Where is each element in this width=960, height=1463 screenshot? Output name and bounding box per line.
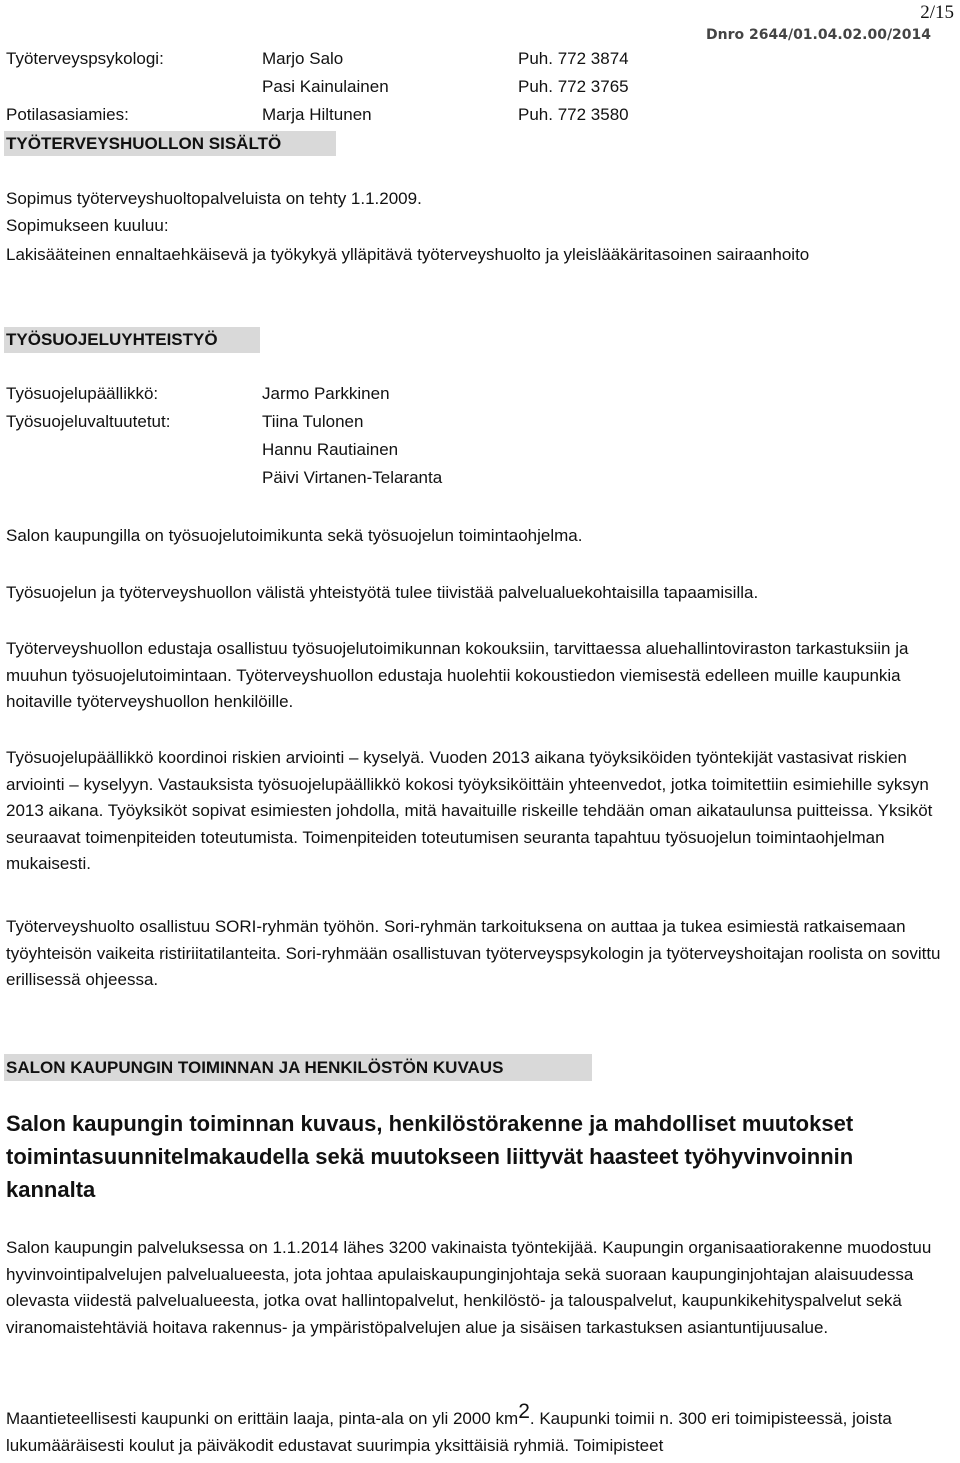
document-number: Dnro 2644/01.04.02.00/2014: [706, 27, 932, 43]
agreement-includes-label: Sopimukseen kuuluu:: [6, 216, 169, 235]
paragraph-text: Maantieteellisesti kaupunki on erittäin laaja, pinta-ala on yli 2000 km: [6, 1409, 519, 1428]
paragraph: Työsuojelun ja työterveyshuollon välistä yhteistyötä tulee tiivistää palvelualuekohtaisilla tapaamisilla.: [6, 583, 759, 602]
safety-rep-name: Päivi Virtanen-Telaranta: [262, 468, 443, 487]
psychologist-label: Työterveyspsykologi:: [6, 49, 164, 68]
paragraph: Salon kaupungin palveluksessa on 1.1.2014 lähes 3200 vakinaista työntekijää. Kaupungin organisaatiorakenne muodostuu hyvinvointipalvelujen palvelualueesta, jota johtaa apulaiskaupunginjohtaja sekä suoraan kaupunginjohtajan alaisuudessa olevasta viidestä palvelualueesta, jotka ovat hallintopalvelut, henkilöstö- ja talouspalvelut, kaupunkikehityspalvelut sekä viranomaistehtäviä hoitava rakennus- ja ympäristöpalvelujen alue ja sisäisen tarkastuksen asiantuntijuusalue.: [6, 1238, 932, 1337]
section-heading-city: SALON KAUPUNGIN TOIMINNAN JA HENKILÖSTÖN KUVAUS: [4, 1054, 592, 1081]
section-heading-content: TYÖTERVEYSHUOLLON SISÄLTÖ: [4, 131, 336, 156]
section-heading-safety: TYÖSUOJELUYHTEISTYÖ: [4, 327, 260, 353]
paragraph: Työterveyshuolto osallistuu SORI-ryhmän työhön. Sori-ryhmän tarkoituksena on auttaa ja tukea esimiestä ratkaisemaan työyhteisön vaikeita ristiriitatilanteita. Sori-ryhmään osallistuvan työterveyspsykologin ja työterveyshoitajan roolista on sovittu erillisessä ohjeessa.: [6, 917, 941, 989]
subheading: Salon kaupungin toiminnan kuvaus, henkilöstörakenne ja mahdolliset muutokset toimintasuunnitelmakaudella sekä muutokseen liittyvät haasteet työhyvinvoinnin kannalta: [6, 1111, 854, 1202]
ombudsman-label: Potilasasiamies:: [6, 105, 129, 124]
safety-reps-label: Työsuojeluvaltuutetut:: [6, 412, 171, 431]
agreement-text: Sopimus työterveyshuoltopalveluista on tehty 1.1.2009.: [6, 189, 422, 208]
paragraph: Salon kaupungilla on työsuojelutoimikunta sekä työsuojelun toimintaohjelma.: [6, 526, 583, 545]
psychologist-phone: Puh. 772 3874: [518, 49, 629, 68]
safety-rep-name: Hannu Rautiainen: [262, 440, 399, 459]
paragraph: Työterveyshuollon edustaja osallistuu työsuojelutoimikunnan kokouksiin, tarvittaessa aluehallintoviraston tarkastuksiin ja muuhun työsuojelutoimintaan. Työterveyshuollon edustaja huolehtii kokoustiedon viemisestä edelleen muille kaupunkia hoitaville työterveyshuollon henkilöille.: [6, 639, 909, 711]
psychologist-phone: Puh. 772 3765: [518, 77, 629, 96]
paragraph: [6, 1400, 946, 1459]
safety-rep-name: Tiina Tulonen: [262, 412, 364, 431]
safety-manager-label: Työsuojelupäällikkö:: [6, 384, 159, 403]
ombudsman-phone: Puh. 772 3580: [518, 105, 629, 124]
paragraph-text: . Kaupunki toimii n. 300 eri toimipisteessä, joista lukumääräisesti koulut ja päiväkodit edustavat suurimpia yksittäisiä ryhmiä. Toimipisteet: [6, 1409, 892, 1455]
psychologist-name: Pasi Kainulainen: [262, 77, 389, 96]
psychologist-name: Marjo Salo: [262, 49, 344, 68]
agreement-includes-text: Lakisääteinen ennaltaehkäisevä ja työkykyä ylläpitävä työterveyshuolto ja yleislääkäritasoinen sairaanhoito: [6, 245, 810, 264]
page-number: 2/15: [920, 2, 954, 23]
ombudsman-name: Marja Hiltunen: [262, 105, 372, 124]
paragraph: Työsuojelupäällikkö koordinoi riskien arviointi – kyselyä. Vuoden 2013 aikana työyksiköiden työntekijät vastasivat riskien arviointi – kyselyyn. Vastauksista työsuojelupäällikkö kokosi työyksiköittäin yhteenvedot, jotka toimitettiin esimiehille syksyn 2013 aikana. Työyksiköt sopivat esimiesten johdolla, mitä havaituille riskeille tehdään oman aikataulunsa puitteissa. Yksiköt seuraavat toimenpiteiden toteutumista. Toimenpiteiden toteutumisen seuranta tapahtuu työsuojelun toimintaohjelman mukaisesti.: [6, 748, 933, 873]
superscript: 2: [518, 1400, 530, 1423]
safety-manager-name: Jarmo Parkkinen: [262, 384, 390, 403]
